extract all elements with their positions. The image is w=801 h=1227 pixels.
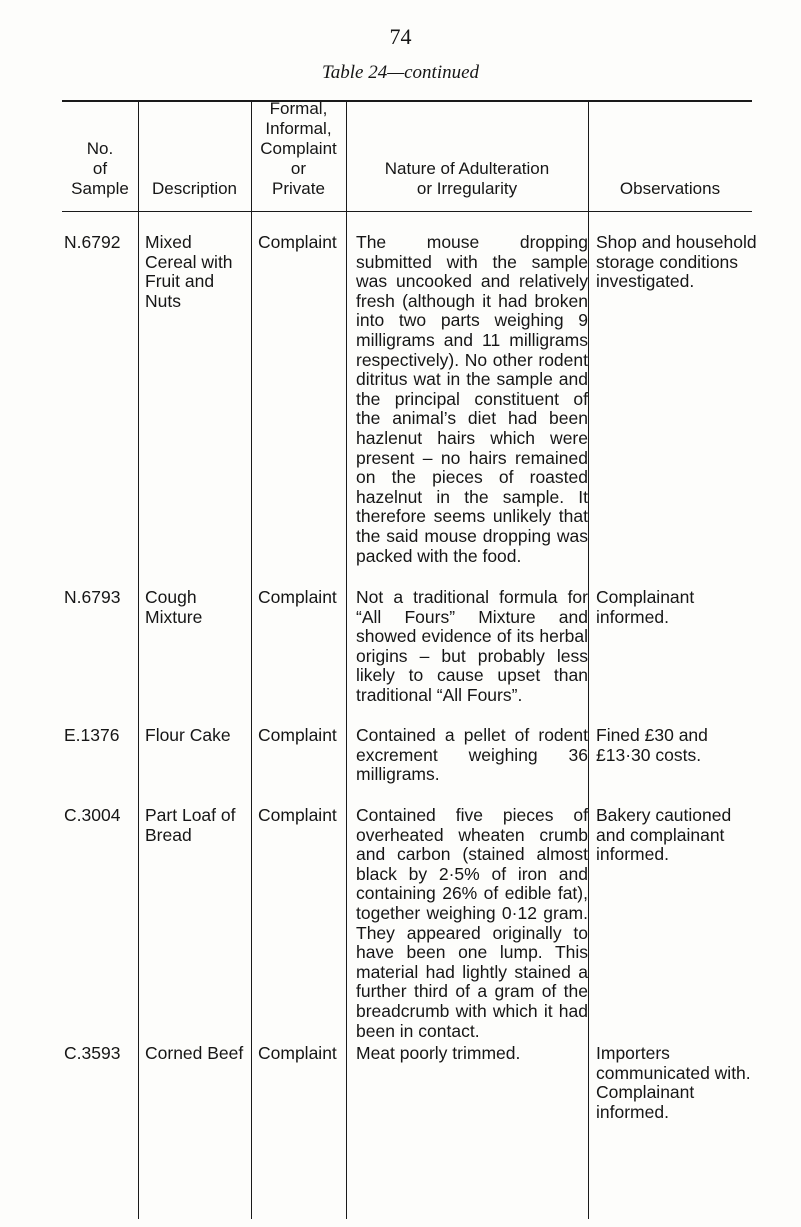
- sample-description: Flour Cake: [145, 725, 231, 745]
- sample-description: Part Loaf of Bread: [145, 805, 236, 845]
- column-divider: [588, 101, 589, 1219]
- sample-nature: Not a traditional formula for “All Fours” Mixture and showed evidence of its herbal origins – but probably less likely to cause upset than traditional “All Fours”.: [356, 587, 588, 705]
- sample-type: Complaint: [258, 1043, 337, 1063]
- sample-description: Corned Beef: [145, 1043, 244, 1063]
- sample-observations: Complainant informed.: [596, 587, 695, 627]
- sample-no: C.3593: [64, 1043, 121, 1063]
- sample-nature: Contained a pellet of rodent excrement weighing 36 milligrams.: [356, 725, 588, 785]
- sample-observations: Shop and household storage conditions investigated.: [596, 232, 757, 292]
- sample-type: Complaint: [258, 725, 337, 745]
- sample-no: E.1376: [64, 725, 120, 745]
- header-rule: [62, 211, 752, 212]
- header-no: No. of Sample: [71, 139, 129, 198]
- column-divider: [251, 101, 252, 1219]
- header-type: Formal, Informal, Complaint or Private: [260, 99, 337, 198]
- sample-description: Cough Mixture: [145, 587, 203, 627]
- table-caption: Table 24—continued: [321, 62, 480, 83]
- header-description: Description: [151, 179, 238, 198]
- sample-nature: The mouse dropping submitted with the sample was uncooked and relatively fresh (although it had broken into two parts weighing 9 milligrams and 11 milligrams respectively). No other rodent ditritus wat in the sample and the principal constituent of the animal’s diet had been hazlenut hairs which were present – no hairs remained on the pieces of roasted hazelnut in the sample. It therefore seems unlikely that the said mouse dropping was packed with the food.: [356, 232, 588, 566]
- header-observations: Observations: [619, 179, 721, 198]
- column-divider: [138, 101, 139, 1219]
- sample-type: Complaint: [258, 587, 337, 607]
- sample-observations: Fined £30 and £13·30 costs.: [596, 725, 708, 765]
- column-divider: [346, 101, 347, 1219]
- sample-description: Mixed Cereal with Fruit and Nuts: [145, 232, 233, 311]
- page-number: 74: [389, 24, 412, 49]
- sample-no: N.6793: [64, 587, 121, 607]
- sample-observations: Bakery cautioned and complainant informed.: [596, 805, 732, 865]
- sample-type: Complaint: [258, 805, 337, 825]
- sample-nature: Meat poorly trimmed.: [356, 1043, 521, 1063]
- sample-no: N.6792: [64, 232, 121, 252]
- header-nature: Nature of Adulteration or Irregularity: [384, 159, 550, 198]
- sample-type: Complaint: [258, 232, 337, 252]
- sample-no: C.3004: [64, 805, 121, 825]
- sample-observations: Importers communicated with. Complainant informed.: [596, 1043, 751, 1122]
- sample-nature: Contained five pieces of overheated wheaten crumb and carbon (stained almost black by 2·5% of iron and containing 26% of edible fat), together weighing 0·12 gram. They appeared originally to have been one lump. This material had lightly stained a further third of a gram of the breadcrumb with which it had been in contact.: [356, 805, 588, 1041]
